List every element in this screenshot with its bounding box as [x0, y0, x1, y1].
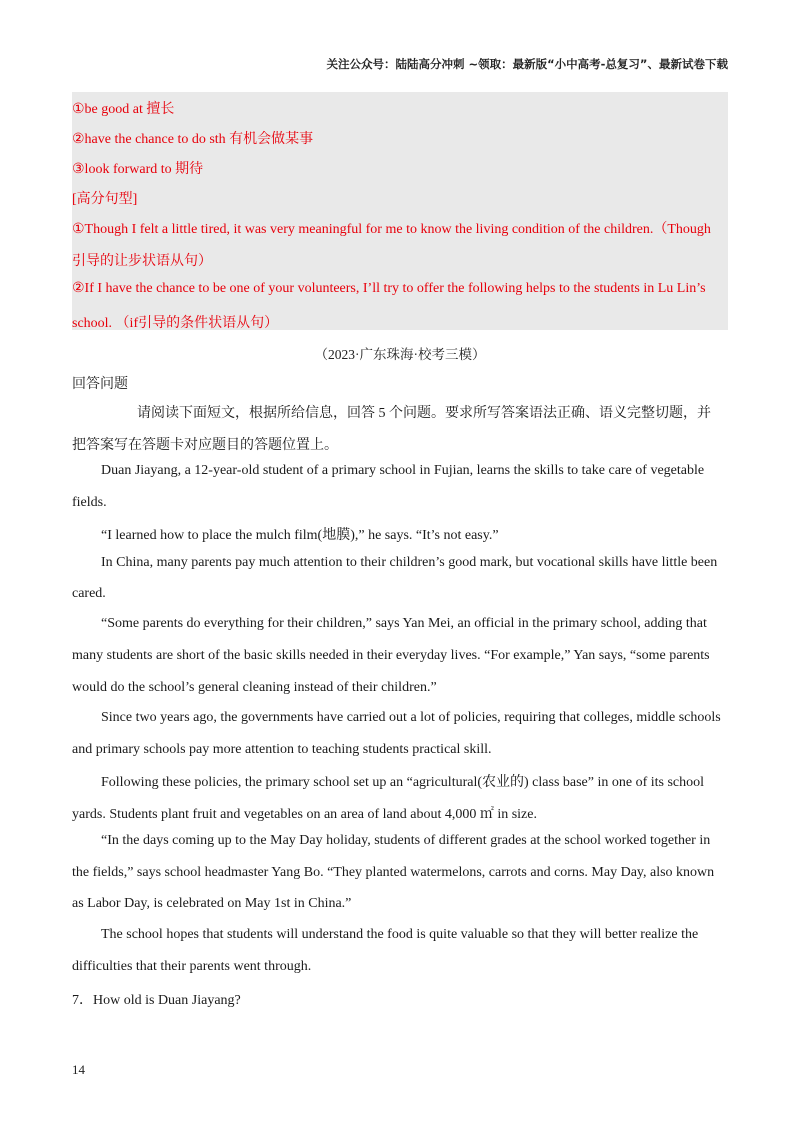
passage-line: Since two years ago, the governments have carried out a lot of policies, requiring that colleges, middle schools	[101, 710, 721, 725]
passage-line: “Some parents do everything for their children,” says Yan Mei, an official in the primary school, adding that	[101, 616, 707, 631]
page-header: 关注公众号：陆陆高分冲刺 ~领取：最新版“小中高考-总复习”、最新试卷下载	[326, 57, 728, 71]
passage-line: many students are short of the basic skills needed in their everyday lives. “For example,” Yan says, “some parents	[72, 648, 710, 663]
page-number: 14	[72, 1062, 85, 1077]
passage-line: would do the school’s general cleaning instead of their children.”	[72, 680, 437, 695]
passage-line: Duan Jiayang, a 12-year-old student of a primary school in Fujian, learns the skills to take care of vegetable	[101, 463, 705, 478]
passage-line: difficulties that their parents went through.	[72, 959, 312, 974]
passage-line: fields.	[72, 495, 107, 510]
exam-source: （2023·广东珠海·校考三模）	[314, 347, 486, 362]
passage-line: “I learned how to place the mulch film(地膜),” he says. “It’s not easy.”	[101, 528, 499, 543]
note-sentence-2-cont: school. （if引导的条件状语从句）	[72, 316, 279, 331]
passage-line: yards. Students plant fruit and vegetables on an area of land about 4,000 ㎡ in size.	[72, 807, 537, 822]
passage-line: the fields,” says school headmaster Yang Bo. “They planted watermelons, carrots and corns. May Day, also known	[72, 865, 715, 880]
passage-line: as Labor Day, is celebrated on May 1st in China.”	[72, 896, 352, 911]
passage-line: cared.	[72, 586, 106, 601]
passage-line: In China, many parents pay much attention to their children’s good mark, but vocational skills have little been	[101, 555, 718, 570]
passage-line: Following these policies, the primary school set up an “agricultural(农业的) class base” in one of its school	[101, 775, 705, 790]
note-phrase-2: ②have the chance to do sth 有机会做某事	[72, 132, 314, 147]
note-phrase-1: ①be good at 擅长	[72, 102, 175, 117]
note-heading-sentence-patterns: [高分句型]	[72, 192, 138, 207]
note-phrase-3: ③look forward to 期待	[72, 162, 204, 177]
instruction-line: 把答案写在答题卡对应题目的答题位置上。	[72, 438, 338, 453]
instruction-line: 请阅读下面短文，根据所给信息，回答 5 个问题。要求所写答案语法正确、语义完整切题，并	[137, 406, 711, 421]
passage-line: “In the days coming up to the May Day holiday, students of different grades at the school worked together in	[101, 833, 711, 848]
note-sentence-2: ②If I have the chance to be one of your volunteers, I’ll try to offer the following helps to the students in Lu Lin’s	[72, 281, 706, 296]
passage-line: The school hopes that students will understand the food is quite valuable so that they will better realize the	[101, 927, 699, 942]
note-sentence-1: ①Though I felt a little tired, it was very meaningful for me to know the living condition of the children.（Though	[72, 222, 711, 237]
section-title: 回答问题	[72, 377, 128, 392]
passage-line: and primary schools pay more attention to teaching students practical skill.	[72, 742, 492, 757]
note-sentence-1-cont: 引导的让步状语从句）	[72, 254, 212, 269]
question-7: 7．How old is Duan Jiayang?	[72, 993, 241, 1008]
